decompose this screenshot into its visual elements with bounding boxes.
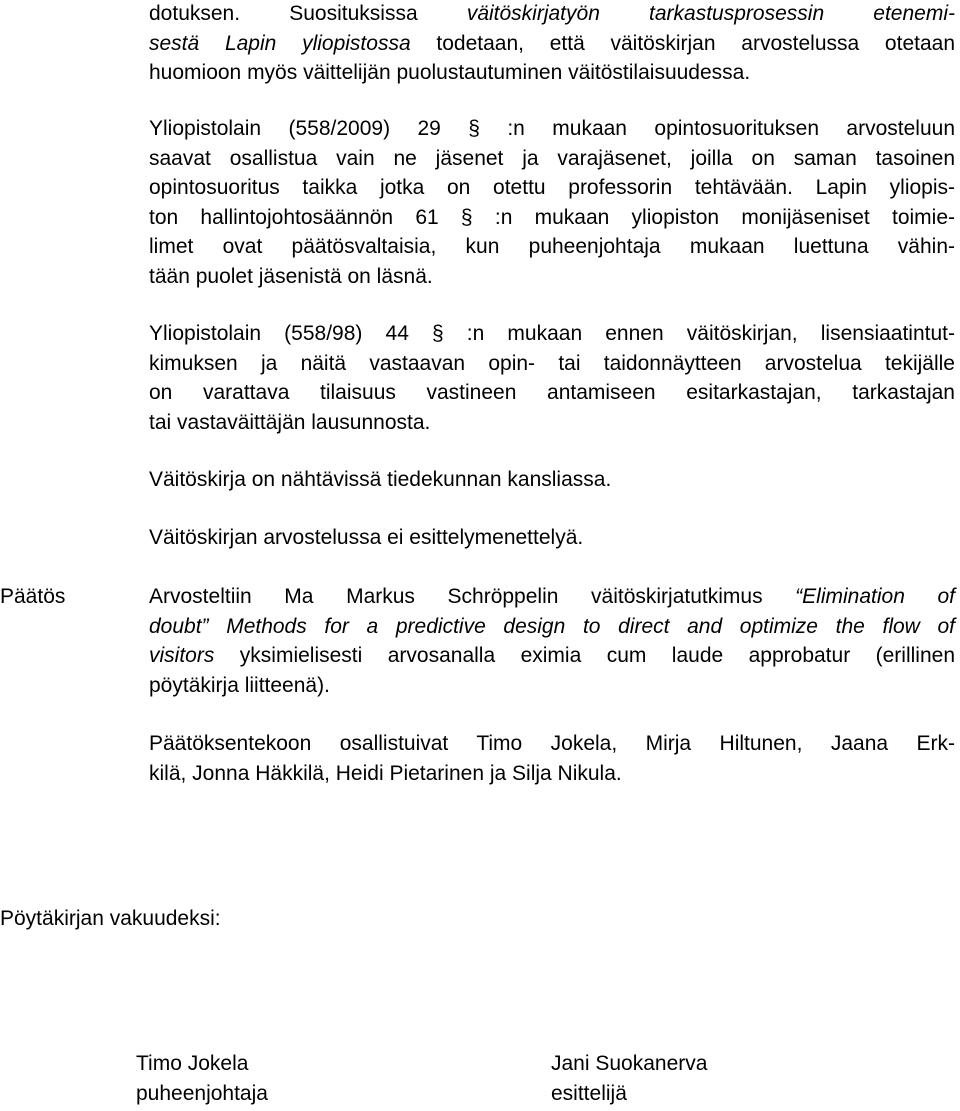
text-line: pöytäkirja liitteenä). xyxy=(149,673,330,697)
text-line: Päätöksentekoon osallistuivat Timo Jokela, Mirja Hiltunen, Jaana Erk- xyxy=(149,732,955,755)
text-line: Yliopistolain (558/98) 44 § :n mukaan ennen väitöskirjan, lisensiaatintut- xyxy=(149,322,955,345)
text-line: on varattava tilaisuus vastineen antamiseen esitarkastajan, tarkastajan xyxy=(149,381,955,404)
signature-presenter xyxy=(551,1049,707,1108)
text-line: Yliopistolain (558/2009) 29 § :n mukaan opintosuorituksen arvosteluun xyxy=(149,117,955,140)
signatory-role: esittelijä xyxy=(551,1081,627,1105)
text-line: Arvosteltiin Ma Markus Schröppelin väitöskirjatutkimus “Elimination of xyxy=(149,585,955,608)
signatory-name: Timo Jokela xyxy=(136,1052,249,1075)
text-line: saavat osallistua vain ne jäsenet ja varajäsenet, joilla on saman tasoinen xyxy=(149,146,955,170)
text-line: sestä Lapin yliopistossa todetaan, että väitöskirjan arvostelussa otetaan xyxy=(149,31,956,55)
paragraph-no-presentation xyxy=(149,523,955,553)
paragraph-university-act-98 xyxy=(149,319,955,437)
text-line: ton hallintojohtosäännön 61 § :n mukaan yliopiston monijäseniset toimie- xyxy=(149,205,955,229)
paragraph-recommendations xyxy=(149,0,955,88)
decision-label: Päätös xyxy=(0,585,66,608)
text-line: opintosuoritus taikka jotka on otettu professorin tehtävään. Lapin yliopis- xyxy=(149,176,955,199)
text-line: kilä, Jonna Häkkilä, Heidi Pietarinen ja Silja Nikula. xyxy=(149,761,622,785)
paragraph-decision xyxy=(149,582,955,700)
signature-chair xyxy=(136,1049,268,1108)
text-line: tai vastaväittäjän lausunnosta. xyxy=(149,410,431,434)
paragraph-university-act-2009 xyxy=(149,114,955,291)
text-line: visitors yksimielisesti arvosanalla eximia cum laude approbatur (erillinen xyxy=(149,644,955,667)
text-line: huomioon myös väittelijän puolustautuminen väitöstilaisuudessa. xyxy=(149,61,751,84)
paragraph-participants xyxy=(149,729,955,788)
signatory-role: puheenjohtaja xyxy=(136,1081,268,1105)
text-line: limet ovat päätösvaltaisia, kun puheenjohtaja mukaan luettuna vähin- xyxy=(149,235,955,258)
signatory-name: Jani Suokanerva xyxy=(551,1052,708,1075)
text-line: doubt” Methods for a predictive design to direct and optimize the flow of xyxy=(149,614,955,638)
text-line: Väitöskirjan arvostelussa ei esittelymenettelyä. xyxy=(149,526,584,549)
text-line: Väitöskirja on nähtävissä tiedekunnan kansliassa. xyxy=(149,468,612,491)
paragraph-availability xyxy=(149,465,955,495)
text-line: tään puolet jäsenistä on läsnä. xyxy=(149,264,433,288)
certification-heading: Pöytäkirjan vakuudeksi: xyxy=(0,907,221,930)
text-line: dotuksen. Suosituksissa väitöskirjatyön tarkastusprosessin etenemi- xyxy=(149,2,955,25)
text-line: kimuksen ja näitä vastaavan opin- tai taidonnäytteen arvostelua tekijälle xyxy=(149,351,955,375)
